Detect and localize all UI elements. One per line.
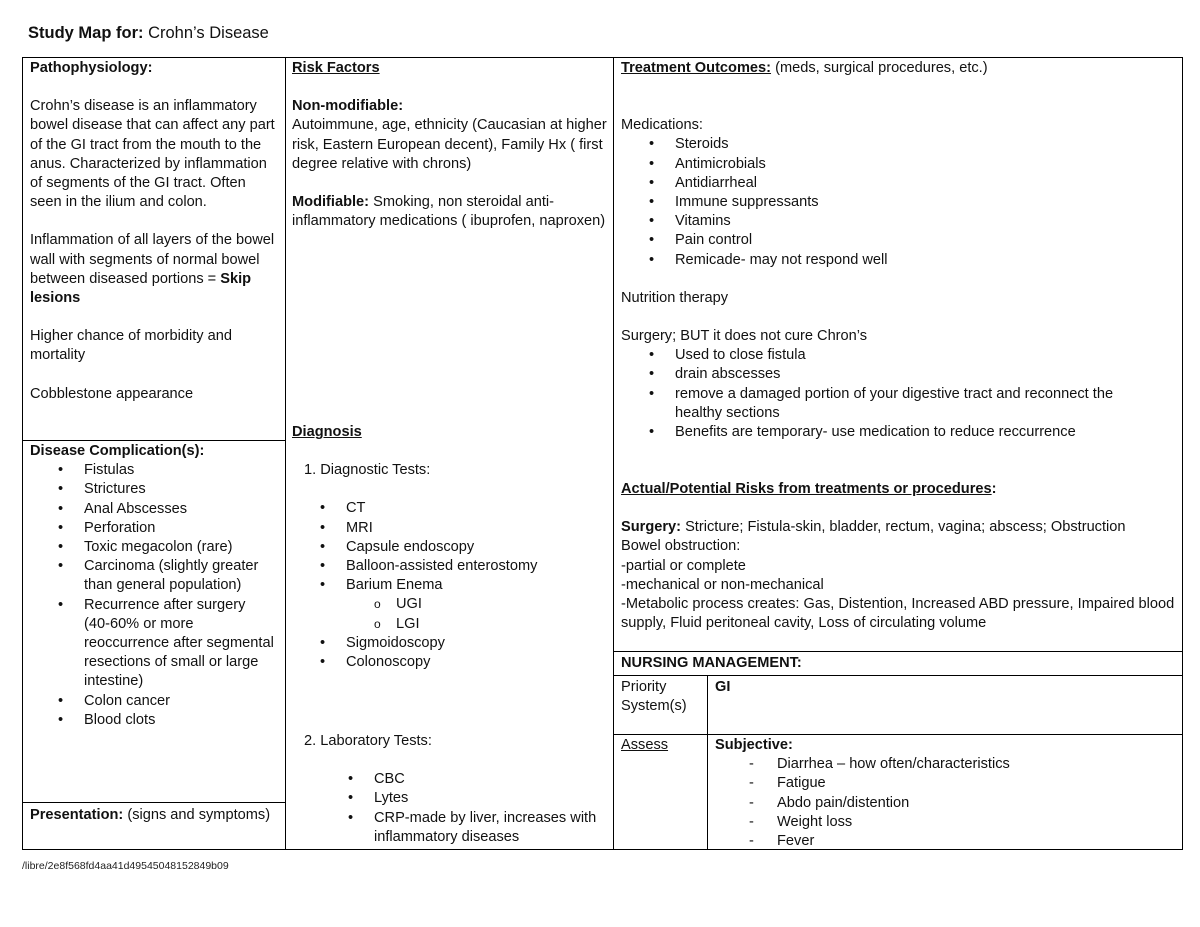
nutrition-therapy: Nutrition therapy [621,289,729,306]
risk-factors-section [292,59,608,231]
presentation-section [30,806,280,825]
diagnostic-tests-list [292,499,608,595]
list-item: • Carcinoma (slightly greater than general population) [30,557,275,595]
list-item: • Strictures [30,480,275,499]
list-item: • Anal Abscesses [30,500,275,519]
list-item: - Abdo pain/distention [715,794,1175,813]
list-item: - Fatigue [715,774,1175,793]
priority-label: Priority System(s) [621,679,687,715]
surgery-risks-text: Stricture; Fistula-skin, bladder, rectum, vagina; abscess; Obstruction [685,519,1126,536]
treatment-risks-heading-line: Actual/Potential Risks from treatments or procedures: [621,481,997,497]
list-item: • Antimicrobials [621,155,1177,174]
list-item: o UGI [314,595,608,614]
modifiable-value: Smoking, non steroidal anti-inflammatory medications ( ibuprofen, naproxen) [292,194,606,230]
list-item: • Colonoscopy [292,653,608,672]
medications-list [621,135,1177,269]
surgery-list [621,346,1161,442]
pathophysiology-text-2 [30,231,280,308]
treatment-heading-line [621,59,1177,78]
risk-factors-heading: Risk Factors [292,60,380,76]
modifiable-text [292,193,608,231]
presentation-text [30,806,280,825]
treatment-risks-heading: Actual/Potential Risks from treatments or procedures [621,481,992,497]
surgery-risks-label: Surgery: [621,519,682,536]
list-item: • CRP-made by liver, increases with inflammatory diseases [320,809,600,847]
surgery-risks [621,518,1177,537]
list-item: • Fistulas [30,461,275,480]
list-item: o LGI [314,615,608,634]
diagnosis-section [292,423,608,672]
subjective-list [715,755,1175,851]
diagnostic-tests-list-more [292,634,608,672]
treatment-heading: Treatment Outcomes: [621,60,772,76]
treatment-note: (meds, surgical procedures, etc.) [775,60,988,76]
pathophysiology-section [30,59,280,404]
list-item: • Lytes [320,789,600,808]
list-item: • CT [292,499,608,518]
presentation-note: (signs and symptoms) [127,807,271,823]
row-divider-presentation [22,802,285,803]
row-divider-complications [22,440,285,441]
subjective-label: Subjective: [715,737,793,753]
pathophysiology-text-4: Cobblestone appearance [30,385,194,402]
nursing-col-divider [707,675,708,850]
col-divider-1 [285,57,286,850]
list-item: • Vitamins [621,212,1177,231]
list-item: • Recurrence after surgery (40-60% or more reoccurrence after segmental resections of small or large intestine) [30,596,275,692]
col-divider-2 [613,57,614,850]
assess-label: Assess [621,737,669,753]
complications-heading: Disease Complication(s): [30,443,205,459]
diagnosis-heading: Diagnosis [292,424,362,440]
risk-line: -Metabolic process creates: Gas, Distention, Increased ABD pressure, Impaired blood supply, Fluid peritoneal cavity, Loss of circulating volume [621,596,1175,632]
lab-tests-section [292,732,608,847]
list-item: • Toxic megacolon (rare) [30,538,275,557]
list-item: • Pain control [621,231,1177,250]
nonmodifiable-text: Autoimmune, age, ethnicity (Caucasian at higher risk, Eastern European decent), Family Hx ( first degree relative with chrons) [292,117,607,172]
list-item: • CBC [320,770,600,789]
title-label: Study Map for: [28,24,144,42]
list-item: - Fever [715,832,1175,851]
list-item: • Colon cancer [30,692,275,711]
risk-line: -mechanical or non-mechanical [621,576,824,593]
list-item: • Benefits are temporary- use medication to reduce reccurrence [621,423,1161,442]
list-item: • Balloon-assisted enterostomy [292,557,608,576]
list-item: • Used to close fistula [621,346,1161,365]
skip-lesions-bold: Skip lesions [30,270,252,307]
lab-tests-list [320,770,600,847]
list-item: • Steroids [621,135,1177,154]
diagnostic-tests-heading: 1. Diagnostic Tests: [304,462,431,479]
surgery-label: Surgery; BUT it does not cure Chron’s [621,328,868,345]
list-item: - Diarrhea – how often/characteristics [715,755,1175,774]
footer-path: /libre/2e8f568fd4aa41d49545048152849b09 [22,860,229,872]
pathophysiology-text-1: Crohn’s disease is an inflammatory bowel disease that can affect any part of the GI tract from the mouth to the anus. Characterized by inflammation of segments of the GI tract. Often seen in the ilium and colon. [30,98,275,211]
nonmodifiable-label: Non-modifiable: [292,98,404,115]
list-item: • Sigmoidoscopy [292,634,608,653]
list-item: • Perforation [30,519,275,538]
list-item: • Blood clots [30,711,275,730]
pathophysiology-heading: Pathophysiology: [30,60,153,76]
list-item: - Weight loss [715,813,1175,832]
pathophysiology-text-3: Higher chance of morbidity and mortality [30,328,232,364]
risk-line: Bowel obstruction: [621,538,741,555]
complications-list [30,461,275,730]
treatment-risks-section [621,480,1177,633]
presentation-label: Presentation: [30,807,124,823]
list-item: • drain abscesses [621,365,1161,384]
modifiable-label: Modifiable: [292,194,370,211]
title-value: Crohn’s Disease [148,24,269,42]
treatment-section [621,59,1177,442]
list-item: • Barium Enema [292,576,608,595]
row-divider-nursing [613,651,1183,652]
complications-section [30,442,280,730]
row-divider-priority [613,675,1183,676]
list-item: • Remicade- may not respond well [621,251,1177,270]
skip-lesions-text: Inflammation of all layers of the bowel wall with segments of normal bowel between diseased portions = [30,232,275,287]
row-divider-assess [613,734,1183,735]
list-item: • Capsule endoscopy [292,538,608,557]
page-title [28,23,269,43]
priority-value: GI [715,679,731,695]
list-item: • MRI [292,519,608,538]
risk-line: -partial or complete [621,557,746,574]
lab-tests-heading: 2. Laboratory Tests: [304,733,432,749]
list-item: • Immune suppressants [621,193,1177,212]
nursing-management-heading: NURSING MANAGEMENT: [621,655,802,671]
list-item: • remove a damaged portion of your digestive tract and reconnect the healthy sections [621,385,1161,423]
subjective-section [715,736,1175,851]
list-item: • Antidiarrheal [621,174,1177,193]
barium-sublist [314,595,608,633]
medications-label: Medications: [621,117,703,134]
